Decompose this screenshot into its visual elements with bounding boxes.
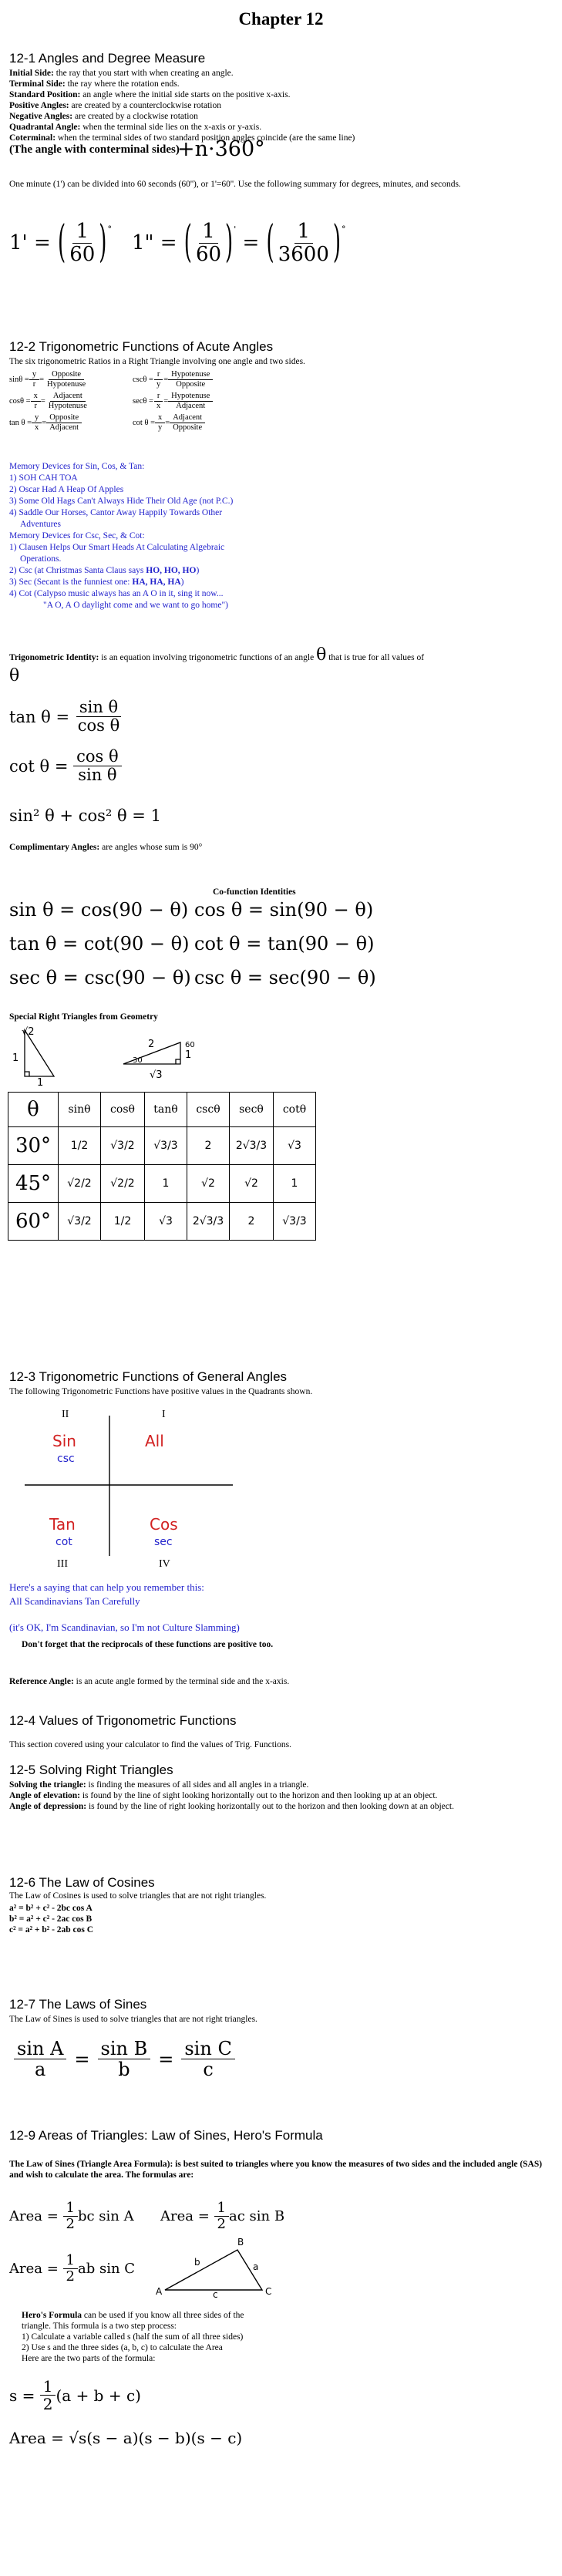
table-cell: 1/2 xyxy=(101,1203,145,1241)
table-cell: √3/3 xyxy=(145,1127,187,1165)
minute-text: One minute (1') can be divided into 60 seconds (60''), or 1'=60''. Use the following summary for degrees, minutes, and seconds. xyxy=(9,180,461,189)
cosines-intro: The Law of Cosines is used to solve triangles that are not right triangles. xyxy=(9,1891,267,1901)
sines-intro: The Law of Sines is used to solve triangles that are not right triangles. xyxy=(9,2015,257,2024)
table-header-cell: tanθ xyxy=(145,1093,187,1127)
labeled-triangle xyxy=(154,2236,278,2298)
chapter-title: Chapter 12 xyxy=(238,9,324,29)
reference-angle: Reference Angle: is an acute angle formed by the terminal side and the x-axis. xyxy=(9,1677,290,1686)
quadrant-fn: sec xyxy=(154,1536,173,1548)
tan-identity: tan θ = $\frac{\text{sin θ}}{\text{cos θ}}$ xyxy=(9,698,120,736)
cosine-formula: a² = b² + c² - 2bc cos A xyxy=(9,1904,93,1913)
saying-line: Here's a saying that can help you remember this: xyxy=(9,1581,204,1593)
special-triangles-drawing xyxy=(9,1024,241,1086)
svg-text:C: C xyxy=(265,2286,272,2297)
table-cell: 2√3/3 xyxy=(230,1127,274,1165)
quadrant-fn: All xyxy=(145,1432,164,1450)
section-12-9-heading: 12-9 Areas of Triangles: Law of Sines, Hero's Formula xyxy=(9,2128,323,2143)
section-12-4-heading: 12-4 Values of Trigonometric Functions xyxy=(9,1713,237,1728)
cosine-formula: c² = a² + b² - 2ab cos C xyxy=(9,1925,94,1935)
table-cell: 1/2 xyxy=(59,1127,101,1165)
quadrant-label: III xyxy=(57,1558,68,1570)
hero-s-formula: s = $\frac{1}{2}$ (a + b + c) xyxy=(9,2377,141,2413)
memory-heading: Memory Devices for Csc, Sec, & Cot: xyxy=(9,531,145,540)
definition-item: Coterminal: when the terminal sides of two standard position angles coincide (are the same line) xyxy=(9,133,355,143)
term-item: Angle of depression: is found by the line of right looking horizontally out to the horizon and then looking down at an object. xyxy=(9,1802,454,1811)
hero-line: Hero's Formula can be used if you know all three sides of the xyxy=(22,2311,244,2320)
quadrant-fn: cot xyxy=(56,1536,72,1548)
svg-text:√2: √2 xyxy=(22,1026,35,1038)
memory-line: 3) Some Old Hags Can't Always Hide Their Old Age (not P.C.) xyxy=(9,497,234,506)
definition-item: Positive Angles: are created by a counterclockwise rotation xyxy=(9,101,221,110)
quadrant-label: II xyxy=(62,1409,69,1420)
svg-text:a: a xyxy=(253,2261,259,2272)
svg-text:c: c xyxy=(213,2289,218,2298)
cofunction-identities xyxy=(9,899,379,988)
ratio-tan: tan θ = $\frac{y}{x}$ = $\frac{\text{Opposite}}{\text{Adjacent}}$ xyxy=(9,413,125,432)
quadrant-label: I xyxy=(162,1409,166,1420)
svg-text:b: b xyxy=(194,2257,200,2268)
saying-line: (it's OK, I'm Scandinavian, so I'm not Culture Slamming) xyxy=(9,1621,240,1633)
ratio-cos: cosθ = $\frac{x}{r}$ = $\frac{\text{Adjacent}}{\text{Hypotenuse}}$ xyxy=(9,392,87,410)
area-intro: The Law of Sines (Triangle Area Formula): is best suited to triangles where you know the measures of two sides and the included angle (SAS) and wish to calculate the area. The formulas are: xyxy=(9,2160,543,2180)
definition-item: Quadrantal Angle: when the terminal side lies on the x-axis or y-axis. xyxy=(9,123,262,132)
svg-text:√3: √3 xyxy=(150,1069,163,1081)
section-12-4-text: This section covered using your calculator to find the values of Trig. Functions. xyxy=(9,1740,292,1749)
section-12-1-heading: 12-1 Angles and Degree Measure xyxy=(9,51,206,66)
table-cell: √2 xyxy=(187,1165,230,1203)
memory-line: 4) Saddle Our Horses, Cantor Away Happily Towards Other xyxy=(9,508,223,517)
reciprocal-note: Don't forget that the reciprocals of these functions are positive too. xyxy=(22,1640,274,1649)
section-12-7-heading: 12-7 The Laws of Sines xyxy=(9,1997,147,2012)
hero-line: triangle. This formula is a two step process: xyxy=(22,2322,177,2331)
cofunction-identity: sec θ = csc(90 − θ) xyxy=(9,967,191,988)
table-cell: √3/2 xyxy=(59,1203,101,1241)
table-cell: √3 xyxy=(145,1203,187,1241)
definition-item: Standard Position: an angle where the initial side starts on the positive x-axis. xyxy=(9,90,291,99)
ratio-sec: secθ = $\frac{r}{x}$ = $\frac{\text{Hypotenuse}}{\text{Adjacent}}$ xyxy=(133,392,248,410)
table-cell: 2 xyxy=(230,1203,274,1241)
svg-text:2: 2 xyxy=(148,1039,155,1050)
section-12-5-heading: 12-5 Solving Right Triangles xyxy=(9,1763,173,1777)
cofunction-identity: csc θ = sec(90 − θ) xyxy=(194,967,376,988)
table-cell: 45° xyxy=(8,1165,59,1203)
complimentary-angles: Complimentary Angles: are angles whose sum is 90° xyxy=(9,843,203,852)
pythagorean-identity: sin² θ + cos² θ = 1 xyxy=(9,806,161,825)
cofunction-identity: tan θ = cot(90 − θ) xyxy=(9,933,190,955)
table-cell: √3/2 xyxy=(101,1127,145,1165)
memory-line: 3) Sec (Secant is the funniest one: HA, HA, HA) xyxy=(9,577,184,587)
memory-line: Operations. xyxy=(20,554,62,564)
saying-block xyxy=(9,1581,240,1635)
cosine-formula: b² = a² + c² - 2ac cos B xyxy=(9,1914,93,1924)
table-row xyxy=(8,1165,316,1203)
law-of-sines: $\frac{\text{sin A}}{a}$ = $\frac{\text{sin B}}{b}$ = $\frac{\text{sin C}}{c}$ xyxy=(14,2039,235,2080)
svg-text:1: 1 xyxy=(12,1052,19,1064)
table-cell: 1 xyxy=(145,1165,187,1203)
table-row xyxy=(8,1127,316,1165)
table-cell: 2 xyxy=(187,1127,230,1165)
hero-line: Here are the two parts of the formula: xyxy=(22,2354,156,2363)
table-header-cell: θ xyxy=(8,1093,59,1127)
coterminal-formula: +n·360° xyxy=(177,137,265,161)
memory-line: 1) SOH CAH TOA xyxy=(9,473,78,483)
table-row xyxy=(8,1203,316,1241)
special-triangles-title: Special Right Triangles from Geometry xyxy=(9,1012,158,1022)
quadrant-fn: Cos xyxy=(150,1515,178,1534)
memory-line: Adventures xyxy=(20,520,62,529)
hero-area-formula: Area = √s(s − a)(s − b)(s − c) xyxy=(9,2429,243,2447)
svg-text:30: 30 xyxy=(133,1056,143,1065)
table-header-cell: cotθ xyxy=(274,1093,316,1127)
table-header-cell: cosθ xyxy=(101,1093,145,1127)
table-cell: 30° xyxy=(8,1127,59,1165)
quadrants-intro: The following Trigonometric Functions have positive values in the Quadrants shown. xyxy=(9,1387,313,1396)
special-angles-table xyxy=(8,1092,316,1241)
degree-conversion: 1' = ( $\frac{1}{60}$ ) ° 1" = ( $\frac{1}{60}$ ) ' = ( $\frac{1}{3600}$ ) ° xyxy=(9,217,346,269)
ratio-csc: cscθ = $\frac{r}{y}$ = $\frac{\text{Hypotenuse}}{\text{Opposite}}$ xyxy=(133,370,248,389)
definition-item: Terminal Side: the ray where the rotation ends. xyxy=(9,79,180,89)
right-triangle-terms xyxy=(9,1780,553,1812)
identity-definition: Trigonometric Identity: is an equation involving trigonometric functions of an angle θ that is true for all values of θ xyxy=(9,645,425,685)
area-formula-A: Area = $\frac{1}{2}$ bc sin A xyxy=(9,2200,134,2232)
table-cell: √2 xyxy=(230,1165,274,1203)
memory-line: "A O, A O daylight come and we want to go home") xyxy=(43,601,228,610)
hero-description xyxy=(22,2310,546,2364)
table-cell: √3 xyxy=(274,1127,316,1165)
definition-item: Initial Side: the ray that you start with when creating an angle. xyxy=(9,69,234,78)
area-formula-C: Area = $\frac{1}{2}$ ab sin C xyxy=(9,2252,136,2285)
cofunction-identity: cot θ = tan(90 − θ) xyxy=(194,933,375,955)
ratio-definitions xyxy=(9,370,364,432)
cofunction-identity: sin θ = cos(90 − θ) xyxy=(9,899,189,921)
table-cell: √2/2 xyxy=(59,1165,101,1203)
ratios-intro: The six trigonometric Ratios in a Right Triangle involving one angle and two sides. xyxy=(9,357,305,366)
memory-line: 2) Csc (at Christmas Santa Claus says HO, HO, HO) xyxy=(9,566,200,575)
coterminal-note: (The angle with conterminal sides) xyxy=(9,143,180,156)
table-header-cell: sinθ xyxy=(59,1093,101,1127)
term-item: Solving the triangle: is finding the measures of all sides and all angles in a triangle. xyxy=(9,1780,309,1790)
quadrant-fn: csc xyxy=(57,1453,75,1465)
ratio-sin: sinθ = $\frac{y}{r}$ = $\frac{\text{Opposite}}{\text{Hypotenuse}}$ xyxy=(9,370,86,389)
table-header-cell: secθ xyxy=(230,1093,274,1127)
cofunction-title: Co-function Identities xyxy=(213,887,296,897)
definitions-list xyxy=(9,68,549,143)
quadrant-fn: Tan xyxy=(49,1515,76,1534)
section-12-2-heading: 12-2 Trigonometric Functions of Acute Angles xyxy=(9,339,274,354)
cot-identity: cot θ = $\frac{\text{cos θ}}{\text{sin θ}}$ xyxy=(9,748,122,784)
table-cell: √2/2 xyxy=(101,1165,145,1203)
term-item: Angle of elevation: is found by the line of sight looking horizontally out to the horizon and then looking up at an object. xyxy=(9,1791,438,1800)
hero-line: 2) Use s and the three sides (a, b, c) to calculate the Area xyxy=(22,2343,223,2352)
svg-text:1: 1 xyxy=(185,1049,192,1061)
memory-line: 1) Clausen Helps Our Smart Heads At Calculating Algebraic xyxy=(9,543,225,552)
quadrant-diagram xyxy=(9,1402,256,1571)
memory-line: 4) Cot (Calypso music always has an A O in it, sing it now... xyxy=(9,589,224,598)
svg-text:B: B xyxy=(237,2237,244,2248)
cofunction-identity: cos θ = sin(90 − θ) xyxy=(194,899,374,921)
quadrant-label: IV xyxy=(159,1558,170,1570)
ratio-cot: cot θ = $\frac{x}{y}$ = $\frac{\text{Adjacent}}{\text{Opposite}}$ xyxy=(133,413,248,432)
svg-text:1: 1 xyxy=(37,1077,44,1086)
definition-item: Negative Angles: are created by a clockwise rotation xyxy=(9,112,198,121)
table-cell: √3/3 xyxy=(274,1203,316,1241)
table-cell: 60° xyxy=(8,1203,59,1241)
table-header-cell: cscθ xyxy=(187,1093,230,1127)
section-12-6-heading: 12-6 The Law of Cosines xyxy=(9,1875,155,1890)
svg-text:60: 60 xyxy=(185,1041,195,1049)
table-cell: 2√3/3 xyxy=(187,1203,230,1241)
memory-devices xyxy=(9,461,333,611)
svg-text:A: A xyxy=(156,2286,163,2297)
table-header-row xyxy=(8,1093,316,1127)
memory-heading: Memory Devices for Sin, Cos, & Tan: xyxy=(9,462,145,471)
saying-line: All Scandinavians Tan Carefully xyxy=(9,1595,140,1607)
hero-line: 1) Calculate a variable called s (half the sum of all three sides) xyxy=(22,2332,244,2342)
memory-line: 2) Oscar Had A Heap Of Apples xyxy=(9,485,124,494)
area-formula-B: Area = $\frac{1}{2}$ ac sin B xyxy=(160,2200,285,2232)
section-12-3-heading: 12-3 Trigonometric Functions of General Angles xyxy=(9,1369,288,1384)
table-cell: 1 xyxy=(274,1165,316,1203)
cosines-formulas xyxy=(9,1903,93,1935)
quadrant-fn: Sin xyxy=(52,1432,76,1450)
